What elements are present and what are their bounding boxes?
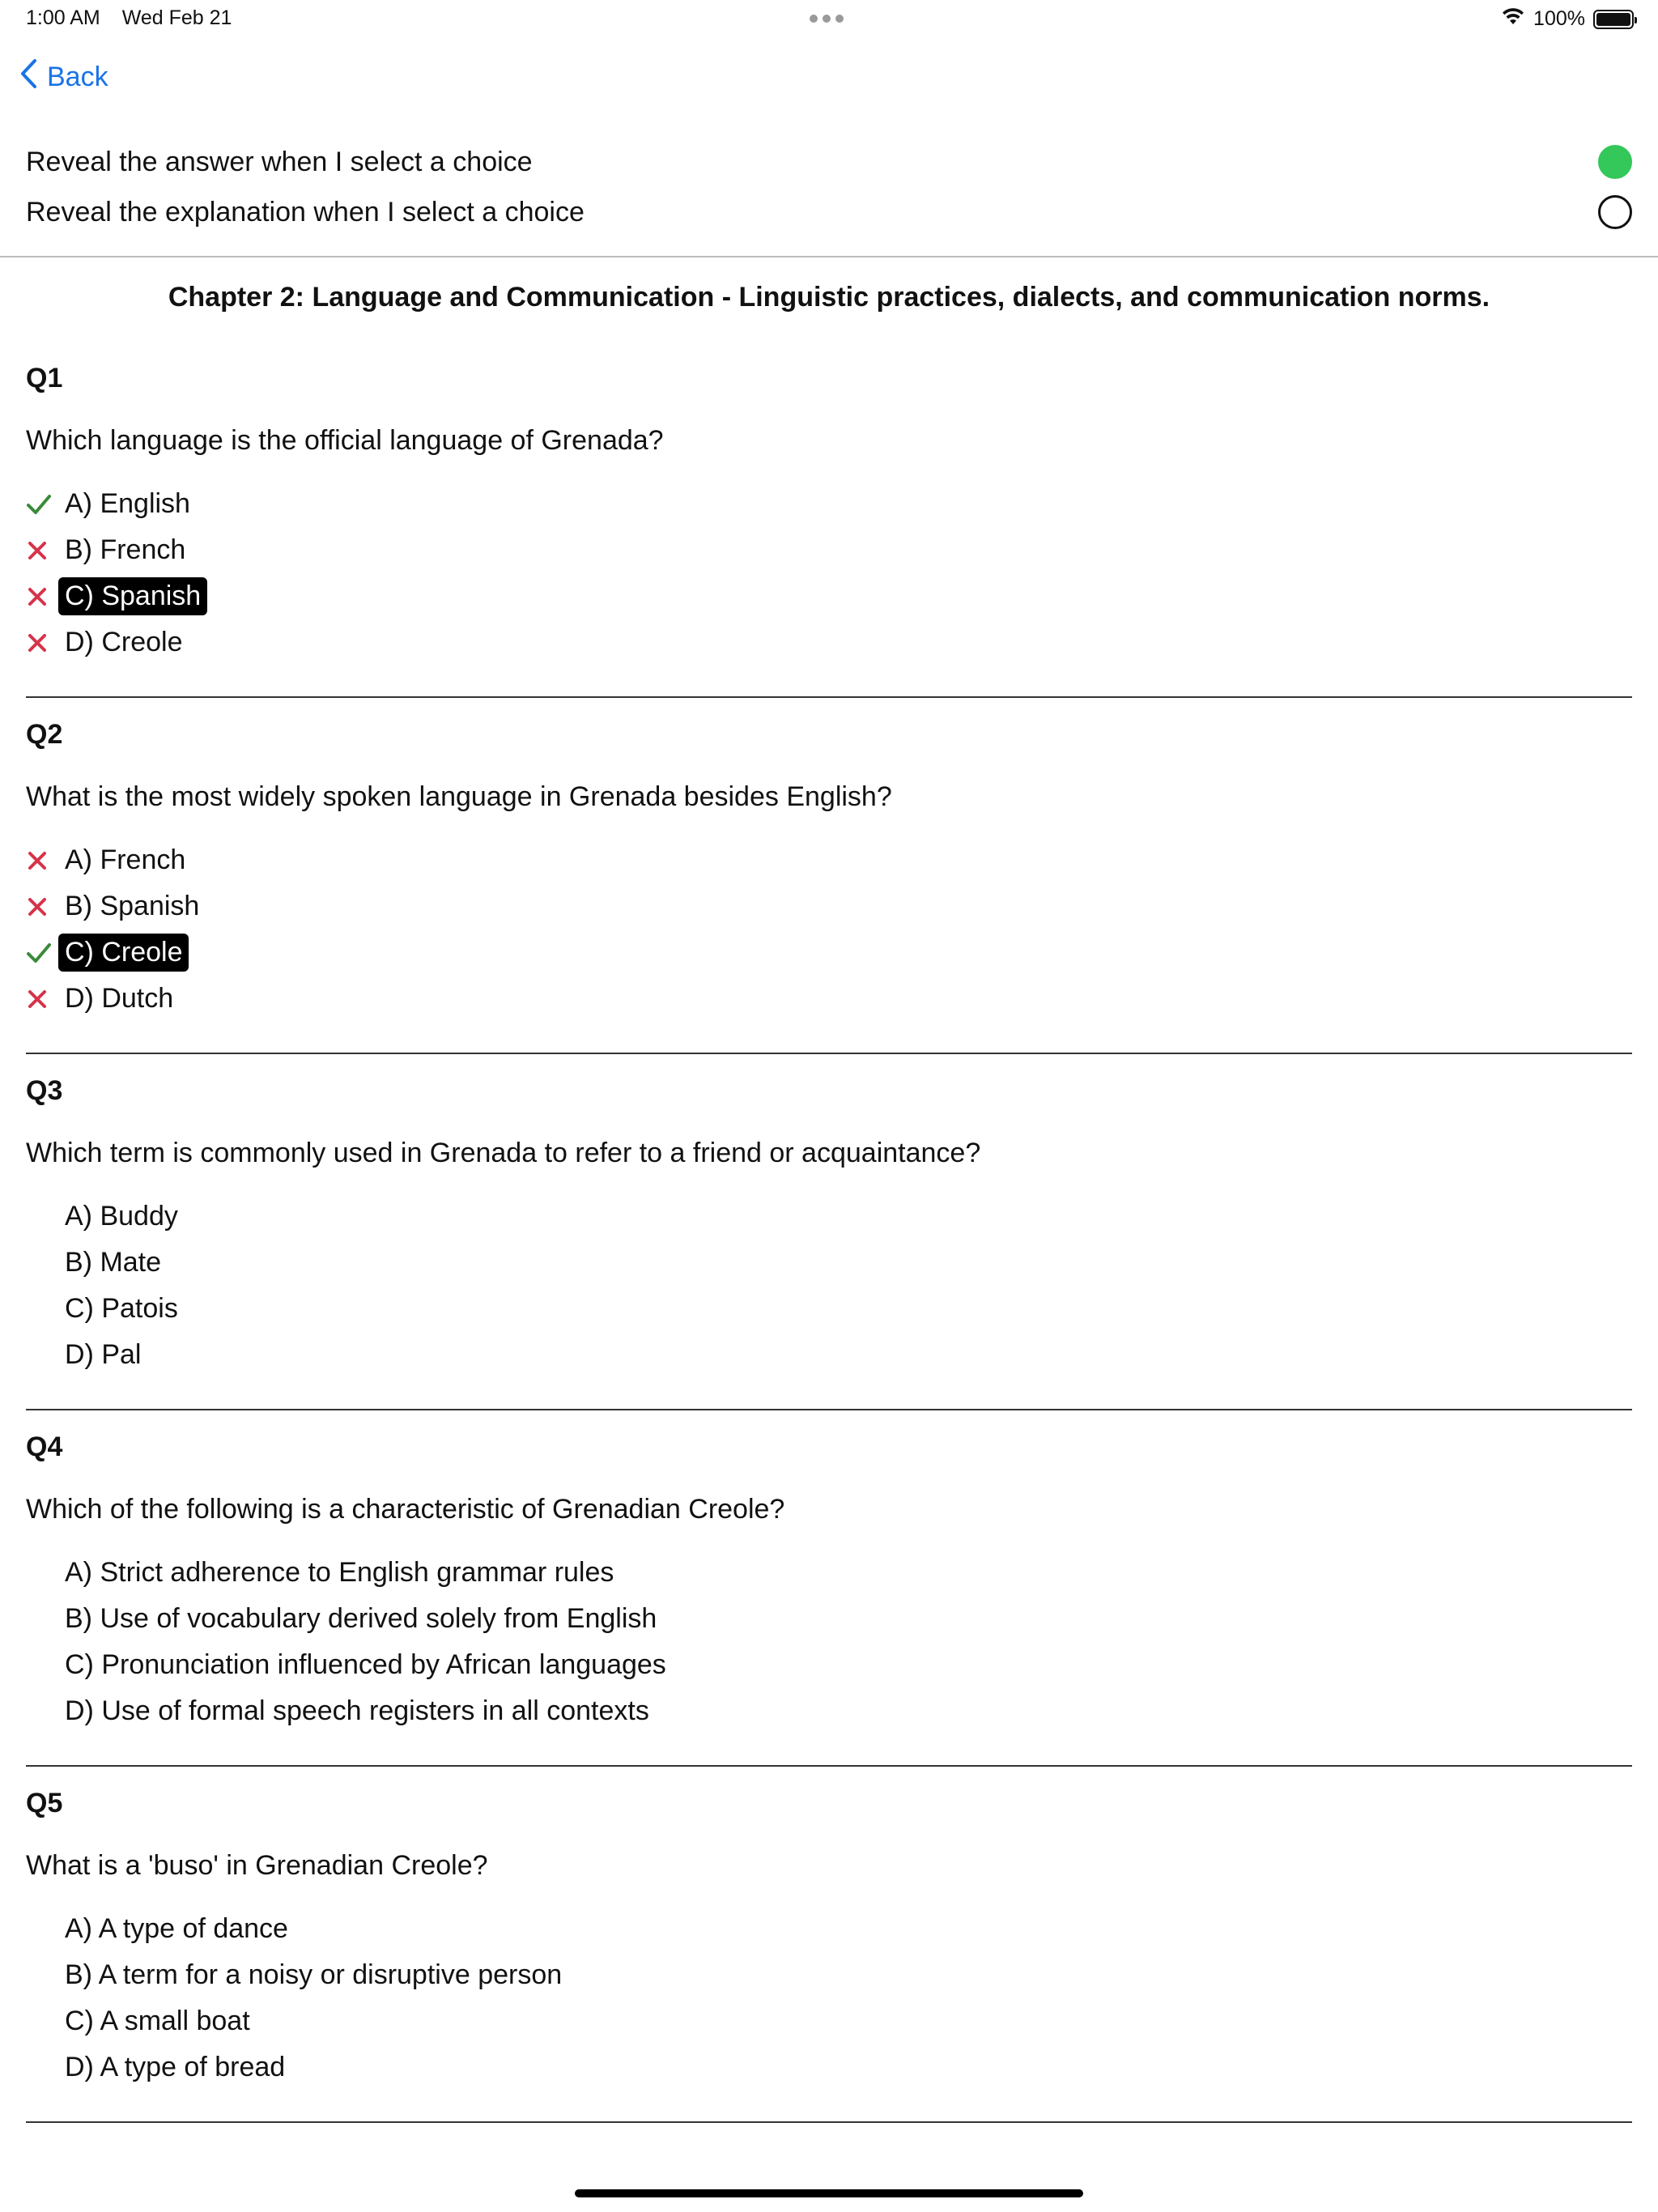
answer-choice-label: C) Patois bbox=[65, 1293, 178, 1324]
status-time: 1:00 AM bbox=[26, 6, 100, 29]
answer-choice-label: C) A small boat bbox=[65, 2006, 250, 2036]
question-text: What is a 'buso' in Grenadian Creole? bbox=[26, 1850, 488, 1881]
answer-choice[interactable] bbox=[26, 573, 1632, 619]
question-block bbox=[26, 1075, 1632, 1378]
question-block bbox=[26, 1788, 1632, 2091]
reveal-explanation-label: Reveal the explanation when I select a choice bbox=[26, 196, 585, 228]
answer-choice[interactable] bbox=[26, 1286, 1632, 1332]
reveal-explanation-row bbox=[26, 189, 1632, 235]
answer-choice[interactable] bbox=[26, 1550, 1632, 1596]
answer-choice-label: C) Pronunciation influenced by African languages bbox=[65, 1649, 666, 1680]
cross-icon bbox=[26, 849, 58, 872]
question-label: Q3 bbox=[26, 1075, 63, 1106]
chapter-title: Chapter 2: Language and Communication - Linguistic practices, dialects, and communication norms. bbox=[168, 282, 1490, 313]
checkmark-icon bbox=[26, 493, 58, 516]
status-right bbox=[1501, 6, 1634, 32]
answer-choice[interactable] bbox=[26, 481, 1632, 527]
cross-icon bbox=[26, 585, 58, 608]
question-divider bbox=[26, 1765, 1632, 1767]
answer-choice[interactable] bbox=[26, 619, 1632, 666]
answer-choice[interactable] bbox=[26, 883, 1632, 929]
cross-icon bbox=[26, 632, 58, 654]
answer-choice[interactable] bbox=[26, 2044, 1632, 2091]
answer-choice-label: D) A type of bread bbox=[65, 2052, 286, 2082]
status-date: Wed Feb 21 bbox=[121, 6, 232, 29]
question-label: Q2 bbox=[26, 719, 63, 750]
question-text: Which language is the official language of Grenada? bbox=[26, 425, 664, 456]
question-text: Which of the following is a characteristic of Grenadian Creole? bbox=[26, 1494, 785, 1525]
answer-choice-label: B) A term for a noisy or disruptive person bbox=[65, 1959, 563, 1990]
back-label: Back bbox=[47, 62, 108, 92]
home-indicator bbox=[575, 2189, 1083, 2197]
reveal-answer-label: Reveal the answer when I select a choice bbox=[26, 146, 533, 177]
answer-choice[interactable] bbox=[26, 976, 1632, 1022]
answer-choice-label: B) Mate bbox=[65, 1247, 162, 1278]
answer-choice-label: A) Buddy bbox=[65, 1201, 178, 1231]
answer-choice-label: B) Use of vocabulary derived solely from English bbox=[65, 1603, 657, 1634]
answer-choice[interactable] bbox=[26, 1688, 1632, 1734]
multitasking-dots-icon[interactable] bbox=[810, 15, 844, 23]
answer-choice[interactable] bbox=[26, 1240, 1632, 1286]
cross-icon bbox=[26, 539, 58, 562]
answer-choice-label: A) French bbox=[65, 844, 186, 875]
answer-choice[interactable] bbox=[26, 1952, 1632, 1998]
status-time-group bbox=[26, 6, 248, 30]
answer-choice[interactable] bbox=[26, 1906, 1632, 1952]
question-label: Q4 bbox=[26, 1431, 63, 1462]
answer-choice-label: C) Spanish bbox=[58, 577, 207, 615]
reveal-answer-row bbox=[26, 139, 1632, 185]
answer-choice[interactable] bbox=[26, 1998, 1632, 2044]
question-text: What is the most widely spoken language in Grenada besides English? bbox=[26, 781, 892, 812]
wifi-icon bbox=[1501, 6, 1525, 32]
answer-choice[interactable] bbox=[26, 1193, 1632, 1240]
back-button[interactable] bbox=[19, 58, 108, 96]
question-block bbox=[26, 1431, 1632, 1734]
answer-choice-label: C) Creole bbox=[58, 934, 189, 972]
question-label: Q5 bbox=[26, 1788, 63, 1819]
checkmark-icon bbox=[26, 942, 58, 964]
answer-choice[interactable] bbox=[26, 1642, 1632, 1688]
question-block bbox=[26, 719, 1632, 1022]
answer-choice[interactable] bbox=[26, 1332, 1632, 1378]
cross-icon bbox=[26, 895, 58, 918]
answer-choice[interactable] bbox=[26, 527, 1632, 573]
reveal-explanation-toggle[interactable] bbox=[1598, 195, 1632, 229]
cross-icon bbox=[26, 988, 58, 1010]
answer-choice-label: A) Strict adherence to English grammar rules bbox=[65, 1557, 614, 1588]
question-divider bbox=[26, 1053, 1632, 1054]
answer-choice[interactable] bbox=[26, 1596, 1632, 1642]
question-divider bbox=[26, 1409, 1632, 1410]
header-divider bbox=[0, 256, 1658, 257]
answer-choice-label: D) Creole bbox=[65, 627, 183, 657]
answer-choice-label: B) French bbox=[65, 534, 186, 565]
answer-choice-label: A) English bbox=[65, 488, 190, 519]
answer-choice-label: D) Pal bbox=[65, 1339, 142, 1370]
status-bar bbox=[0, 0, 1658, 39]
answer-choice[interactable] bbox=[26, 837, 1632, 883]
chevron-left-icon bbox=[19, 58, 37, 96]
answer-choice-label: D) Use of formal speech registers in all contexts bbox=[65, 1695, 649, 1726]
question-label: Q1 bbox=[26, 363, 63, 393]
answer-choice-label: A) A type of dance bbox=[65, 1913, 288, 1944]
question-divider bbox=[26, 696, 1632, 698]
battery-icon bbox=[1593, 10, 1634, 29]
question-block bbox=[26, 363, 1632, 666]
battery-percent: 100% bbox=[1533, 7, 1585, 30]
answer-choice-label: B) Spanish bbox=[65, 891, 200, 921]
answer-choice-label: D) Dutch bbox=[65, 983, 174, 1014]
question-text: Which term is commonly used in Grenada to refer to a friend or acquaintance? bbox=[26, 1138, 981, 1168]
answer-choice[interactable] bbox=[26, 929, 1632, 976]
reveal-answer-toggle[interactable] bbox=[1598, 145, 1632, 179]
question-divider bbox=[26, 2121, 1632, 2123]
